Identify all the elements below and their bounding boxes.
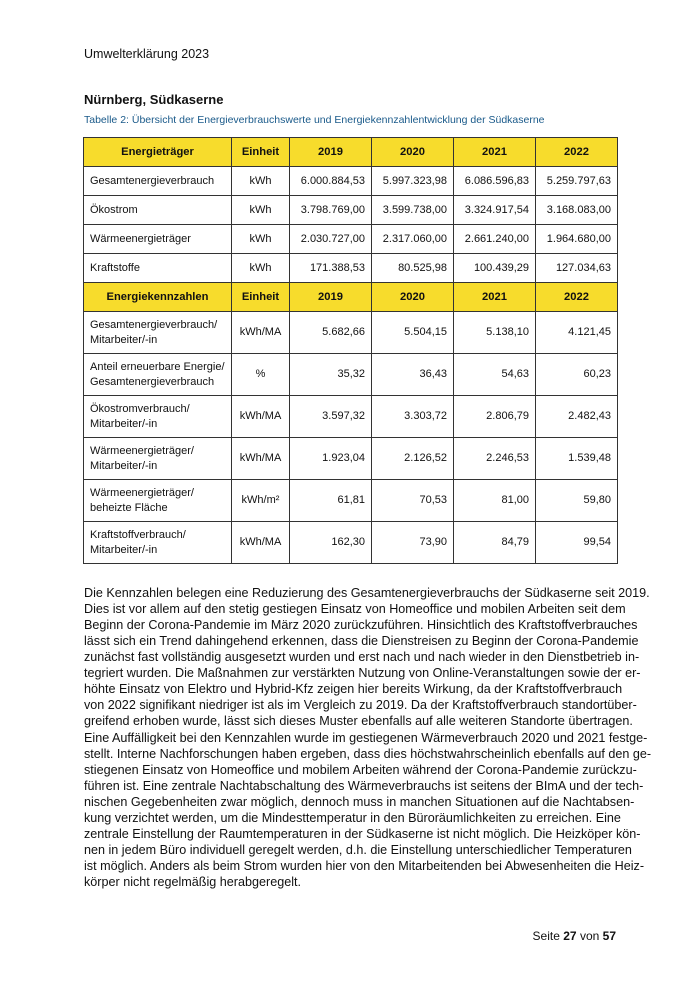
cell-unit: % [232, 354, 290, 396]
cell-value-2022: 99,54 [536, 522, 618, 564]
label-line: Ökostromverbrauch/ [90, 402, 190, 415]
cell-unit: kWh/MA [232, 312, 290, 354]
table-row [84, 354, 618, 396]
cell-value-2021: 2.246,53 [454, 438, 536, 480]
cell-value-2019: 1.923,04 [290, 438, 372, 480]
cell-value-2021: 100.439,29 [454, 254, 536, 283]
footer-prefix: Seite [532, 929, 560, 943]
cell-unit: kWh [232, 225, 290, 254]
cell-label [84, 396, 232, 438]
cell-value-2021: 6.086.596,83 [454, 167, 536, 196]
table-header-row [84, 283, 618, 312]
label-line: Gesamtenergieverbrauch [90, 375, 215, 388]
label-line: Mitarbeiter/-in [90, 417, 158, 430]
text-line: führen ist. Eine zentrale Nachtabschaltung des Wärmeverbrauchs ist seitens der BImA und der tech- [84, 779, 644, 793]
cell-value-2019: 171.388,53 [290, 254, 372, 283]
cell-value-2020: 70,53 [372, 480, 454, 522]
cell-label [84, 522, 232, 564]
cell-value-2021: 2.661.240,00 [454, 225, 536, 254]
cell-value-2019: 3.798.769,00 [290, 196, 372, 225]
label-line: Gesamtenergieverbrauch/ [90, 318, 218, 331]
cell-value-2019: 35,32 [290, 354, 372, 396]
energy-table [83, 137, 618, 564]
cell-label: Ökostrom [84, 196, 232, 225]
cell-label [84, 354, 232, 396]
text-line: greifend erhoben wurde, lässt sich dieses Muster ebenfalls auf alle weiteren Standorte übertragen. [84, 714, 633, 728]
cell-value-2020: 2.317.060,00 [372, 225, 454, 254]
label-line: Mitarbeiter/-in [90, 543, 158, 556]
cell-value-2019: 5.682,66 [290, 312, 372, 354]
header-cell-value-2021: 2021 [454, 138, 536, 167]
table-row [84, 254, 618, 283]
text-line: zunächst fast vollständig ausgesetzt wurden und erst nach und nach wieder in den Dienstbetrieb in- [84, 650, 640, 664]
cell-value-2020: 73,90 [372, 522, 454, 564]
label-line: Wärmeenergieträger/ [90, 486, 194, 499]
cell-value-2019: 162,30 [290, 522, 372, 564]
text-line: nen in jedem Büro individuell geregelt werden, d.h. die Einstellung unterschiedlicher Temperaturen [84, 843, 632, 857]
text-line: höhte Einsatz von Elektro und Hybrid-Kfz zeigen hier bereits Wirkung, da der Kraftstoffverbrauch [84, 682, 623, 696]
text-line: stellt. Interne Nachforschungen haben ergeben, dass dies höchstwahrscheinlich ebenfalls auf den ge- [84, 747, 652, 761]
cell-label: Gesamtenergieverbrauch [84, 167, 232, 196]
cell-value-2021: 84,79 [454, 522, 536, 564]
text-line: tegriert wurden. Die Maßnahmen zur verstärkten Nutzung von Online-Veranstaltungen sowie der er- [84, 666, 641, 680]
cell-value-2020: 2.126,52 [372, 438, 454, 480]
table-row [84, 396, 618, 438]
label-line: Mitarbeiter/-in [90, 459, 158, 472]
table-row [84, 167, 618, 196]
cell-unit: kWh [232, 167, 290, 196]
label-line: Kraftstoffverbrauch/ [90, 528, 186, 541]
header-cell-value-2021: 2021 [454, 283, 536, 312]
header-cell-value-2019: 2019 [290, 283, 372, 312]
table-caption: Tabelle 2: Übersicht der Energieverbrauchswerte und Energiekennzahlentwicklung der Südkaserne [84, 114, 545, 126]
cell-value-2022: 59,80 [536, 480, 618, 522]
label-line: Anteil erneuerbare Energie/ [90, 360, 225, 373]
text-line: ist möglich. Anders als beim Strom wurden hier von den Mitarbeitenden bei Abwesenheiten die Heiz- [84, 859, 645, 873]
table-row [84, 225, 618, 254]
cell-label [84, 312, 232, 354]
text-line: Beginn der Corona-Pandemie im März 2020 zurückzuführen. Hinsichtlich des Kraftstoffverbrauches [84, 618, 638, 632]
cell-unit: kWh [232, 254, 290, 283]
header-cell-unit: Einheit [232, 138, 290, 167]
cell-value-2022: 4.121,45 [536, 312, 618, 354]
header-cell-label: Energiekennzahlen [84, 283, 232, 312]
cell-value-2021: 54,63 [454, 354, 536, 396]
cell-value-2021: 81,00 [454, 480, 536, 522]
cell-value-2022: 60,23 [536, 354, 618, 396]
footer-page-number: 27 [563, 929, 577, 943]
table-row [84, 312, 618, 354]
cell-value-2022: 3.168.083,00 [536, 196, 618, 225]
table-header-row [84, 138, 618, 167]
text-line: kung verzichtet werden, um die Mindesttemperatur in den Büroräumlichkeiten zu erreichen. Eine [84, 811, 621, 825]
label-line: beheizte Fläche [90, 501, 168, 514]
cell-value-2021: 3.324.917,54 [454, 196, 536, 225]
table-row [84, 196, 618, 225]
header-cell-value-2022: 2022 [536, 283, 618, 312]
cell-label: Wärmeenergieträger [84, 225, 232, 254]
header-cell-value-2022: 2022 [536, 138, 618, 167]
cell-label [84, 438, 232, 480]
cell-label: Kraftstoffe [84, 254, 232, 283]
text-line: zentrale Einstellung der Raumtemperaturen in der Südkaserne ist nicht möglich. Die Heizköper kön- [84, 827, 641, 841]
header-cell-value-2019: 2019 [290, 138, 372, 167]
cell-value-2020: 36,43 [372, 354, 454, 396]
text-line: stiegenen Einsatz von Homeoffice und mobilem Arbeiten während der Corona-Pandemie zurückzu- [84, 763, 637, 777]
header-cell-unit: Einheit [232, 283, 290, 312]
text-line: nischen Gegebenheiten zwar möglich, dennoch muss in manchen Situationen auf die Nachtabsen- [84, 795, 635, 809]
text-line: Dies ist vor allem auf den stetig gestiegen Einsatz von Homeoffice und mobilen Arbeiten seit dem [84, 602, 626, 616]
cell-value-2019: 2.030.727,00 [290, 225, 372, 254]
cell-label [84, 480, 232, 522]
cell-value-2022: 1.539,48 [536, 438, 618, 480]
header-cell-value-2020: 2020 [372, 283, 454, 312]
cell-value-2020: 3.303,72 [372, 396, 454, 438]
text-line: lässt sich ein Trend dahingehend erkennen, dass die Dienstreisen zu Beginn der Corona-Pandemie [84, 634, 639, 648]
cell-value-2019: 6.000.884,53 [290, 167, 372, 196]
label-line: Mitarbeiter/-in [90, 333, 158, 346]
header-cell-label: Energieträger [84, 138, 232, 167]
table-row [84, 522, 618, 564]
text-line: Eine Auffälligkeit bei den Kennzahlen wurde im gestiegenen Wärmeverbrauch 2020 und 2021 festge- [84, 731, 648, 745]
text-line: von 2022 signifikant niedriger ist als im Vergleich zu 2019. Da der Kraftstoffverbrauch standortüber- [84, 698, 637, 712]
page-footer [533, 929, 616, 943]
header-cell-value-2020: 2020 [372, 138, 454, 167]
cell-value-2022: 127.034,63 [536, 254, 618, 283]
footer-separator: von [579, 929, 600, 943]
cell-value-2020: 5.997.323,98 [372, 167, 454, 196]
cell-unit: kWh [232, 196, 290, 225]
footer-page-total: 57 [602, 929, 616, 943]
table-row [84, 438, 618, 480]
cell-value-2020: 5.504,15 [372, 312, 454, 354]
text-line: Die Kennzahlen belegen eine Reduzierung des Gesamtenergieverbrauchs der Südkaserne seit 2019. [84, 586, 650, 600]
cell-value-2019: 61,81 [290, 480, 372, 522]
cell-unit: kWh/MA [232, 438, 290, 480]
text-line: körper nicht regelmäßig herabgeregelt. [84, 875, 302, 889]
cell-value-2022: 2.482,43 [536, 396, 618, 438]
cell-value-2021: 2.806,79 [454, 396, 536, 438]
label-line: Wärmeenergieträger/ [90, 444, 194, 457]
paragraph-heat-consumption [84, 730, 652, 890]
cell-unit: kWh/MA [232, 522, 290, 564]
cell-value-2021: 5.138,10 [454, 312, 536, 354]
table-row [84, 480, 618, 522]
section-title: Nürnberg, Südkaserne [84, 92, 224, 107]
cell-value-2019: 3.597,32 [290, 396, 372, 438]
document-title: Umwelterklärung 2023 [84, 47, 210, 61]
cell-unit: kWh/m² [232, 480, 290, 522]
cell-value-2022: 1.964.680,00 [536, 225, 618, 254]
cell-value-2020: 80.525,98 [372, 254, 454, 283]
paragraph-energy-reduction [84, 585, 650, 729]
cell-value-2022: 5.259.797,63 [536, 167, 618, 196]
cell-value-2020: 3.599.738,00 [372, 196, 454, 225]
cell-unit: kWh/MA [232, 396, 290, 438]
